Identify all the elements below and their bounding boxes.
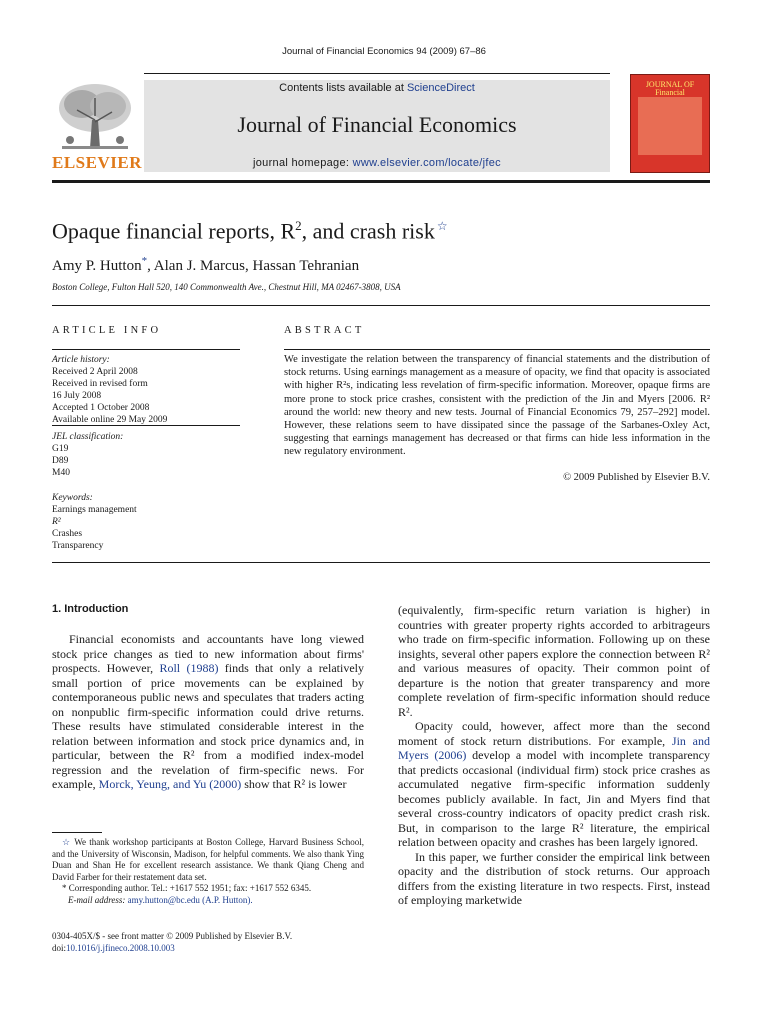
history-item: Received 2 April 2008: [52, 367, 138, 377]
intro-paragraph: In this paper, we further consider the empirical link between opacity and the distribution of stock returns. Our approach differs from the existing literature in two respects. First, instead of employing marketwide: [398, 849, 710, 907]
intro-text: show that R² is lower: [241, 777, 347, 791]
article-info-rule: [52, 349, 240, 350]
intro-text: develop a model with incomplete transparency that predicts occasional (individual firm) stock price crashes as accumulated negative firm-specific information suddenly becomes publicly available. In fact, Jin and Myers find that several cross-country indicators of opacity predict crash risk. But, in comparison to the large R² literature, the empirical relation between opacity and crashes has been largely ignored.: [398, 748, 710, 849]
cover-title: JOURNAL OF Financial: [645, 80, 695, 97]
affiliation: Boston College, Fulton Hall 520, 140 Commonwealth Ave., Chestnut Hill, MA 02467-3808, USA: [52, 282, 401, 292]
article-title: [52, 218, 448, 244]
acknowledgment-footnote: [52, 837, 364, 883]
footnote-rule: [52, 832, 102, 833]
contents-line: [144, 82, 610, 94]
introduction-column-2: [398, 603, 710, 908]
history-item: Available online 29 May 2009: [52, 415, 168, 425]
title-text: Opaque financial reports, R: [52, 218, 296, 244]
email-footnote: [52, 895, 364, 907]
keywords-label: Keywords:: [52, 493, 93, 503]
title-text-end: , and crash risk: [301, 218, 435, 244]
introduction-heading: 1. Introduction: [52, 603, 129, 615]
doi-link[interactable]: 10.1016/j.jfineco.2008.10.003: [66, 943, 175, 953]
other-authors: , Alan J. Marcus, Hassan Tehranian: [147, 258, 360, 274]
header-top-rule: [144, 73, 610, 74]
footnotes: [52, 837, 364, 906]
front-matter-rule: [52, 562, 710, 563]
email-label: E-mail address:: [68, 894, 128, 905]
intro-paragraph: [398, 719, 710, 850]
intro-text: Financial economists and accountants have long viewed stock price changes as tied to new information about firms' prospects. However,: [52, 632, 364, 675]
history-rule: [52, 425, 240, 426]
intro-paragraph: [52, 632, 364, 792]
jel-code: G19: [52, 444, 69, 454]
email-suffix: (A.P. Hutton).: [199, 894, 253, 905]
jel-label: JEL classification:: [52, 432, 124, 442]
keywords: [52, 492, 240, 552]
acknowledgment-text: We thank workshop participants at Boston College, Harvard Business School, and the University of Wisconsin, Madison, for helpful comments. We also thank Ying Duan and Shan He for excellent research assistance. We thank Qiang Cheng and David Farber for their restatement data set.: [52, 837, 364, 882]
article-history: [52, 354, 240, 426]
citation-morck-yeung-yu-2000[interactable]: Morck, Yeung, and Yu (2000): [98, 777, 242, 791]
abstract-text: We investigate the relation between the transparency of financial statements and the distribution of stock returns. Using earnings management as a measure of opacity, we find that opacity is associated with higher R²s, indicating less revelation of firm-specific information. Moreover, opaque firms are more prone to stock price crashes, consistent with the prediction of the Jin and Myers [2006. R² around the world: new theory and new tests. Journal of Financial Economics 79, 257–292] model. However, these relations seem to have dissipated since the passage of the Sarbanes-Oxley Act, suggesting that earnings management has decreased or that firms can hide less information in the new regulatory environment.: [284, 354, 710, 458]
intro-text: Opacity could, however, affect more than the second moment of stock return distributions. For example,: [398, 719, 710, 748]
footnote-star[interactable]: ☆: [62, 837, 72, 847]
title-superscript: 2: [295, 218, 302, 233]
history-item: Accepted 1 October 2008: [52, 403, 150, 413]
intro-paragraph: (equivalently, firm-specific return variation is higher) in countries with greater property rights accorded to arbitrageurs who trade on firm-specific information. Following up on these insights, several other papers explore the connection between R² and various measures of opacity. Their common point of departure is the notion that greater transparency and more complete revelation of firm-specific information should reduce R².: [398, 603, 710, 719]
journal-citation: Journal of Financial Economics 94 (2009) 67–86: [282, 46, 486, 57]
citation-roll-1988[interactable]: Roll (1988): [159, 661, 219, 675]
history-item: Received in revised form: [52, 379, 148, 389]
keyword: Crashes: [52, 529, 83, 539]
introduction-column-1: [52, 632, 364, 792]
contents-prefix: Contents lists available at: [279, 82, 407, 94]
jel-code: D89: [52, 456, 69, 466]
jel-code: M40: [52, 468, 70, 478]
elsevier-wordmark[interactable]: ELSEVIER: [52, 153, 142, 172]
keyword: Transparency: [52, 541, 104, 551]
history-label: Article history:: [52, 355, 110, 365]
citation-jin-myers-2006[interactable]: Jin and Myers (2006): [398, 733, 710, 762]
homepage-link[interactable]: www.elsevier.com/locate/jfec: [352, 157, 501, 169]
author-hutton: Amy P. Hutton: [52, 258, 142, 274]
intro-text: finds that only a relatively small portion of price movements can be explained by contemporaneous public news and speculates that traders acting on nonpublic firm-specific information could drive returns. These results have stimulated considerable interest in the relation between information and stock price dynamics and, in particular, between the R² from a modified index-model regression and the revelation of firm-specific news. For example,: [52, 661, 364, 791]
email-link[interactable]: amy.hutton@bc.edu: [127, 894, 200, 905]
keyword: R²: [52, 517, 61, 527]
homepage-prefix: journal homepage:: [253, 157, 353, 169]
homepage-line: [144, 157, 610, 169]
corresponding-author-mark[interactable]: *: [141, 255, 148, 267]
issn-line: 0304-405X/$ - see front matter © 2009 Published by Elsevier B.V.: [52, 931, 293, 941]
jel-classification: [52, 431, 240, 479]
header-bottom-rule: [52, 180, 710, 183]
title-rule: [52, 305, 710, 306]
abstract-copyright: © 2009 Published by Elsevier B.V.: [563, 472, 710, 483]
abstract-rule: [284, 349, 710, 350]
title-footnote-star[interactable]: ☆: [436, 219, 448, 233]
elsevier-tree-logo: [52, 80, 138, 154]
article-info-heading: ARTICLE INFO: [52, 325, 162, 336]
history-item: 16 July 2008: [52, 391, 102, 401]
abstract-heading: ABSTRACT: [284, 325, 365, 336]
cover-contents-block: [638, 97, 702, 155]
journal-cover[interactable]: [630, 74, 710, 173]
journal-title: Journal of Financial Economics: [237, 112, 517, 137]
doi-line: [52, 943, 364, 955]
doi-prefix: doi:: [52, 943, 67, 953]
corresponding-author-footnote: * Corresponding author. Tel.: +1617 552 1951; fax: +1617 552 6345.: [62, 883, 312, 893]
sciencedirect-link[interactable]: ScienceDirect: [406, 82, 475, 94]
keyword: Earnings management: [52, 505, 137, 515]
author-list: [52, 255, 359, 275]
